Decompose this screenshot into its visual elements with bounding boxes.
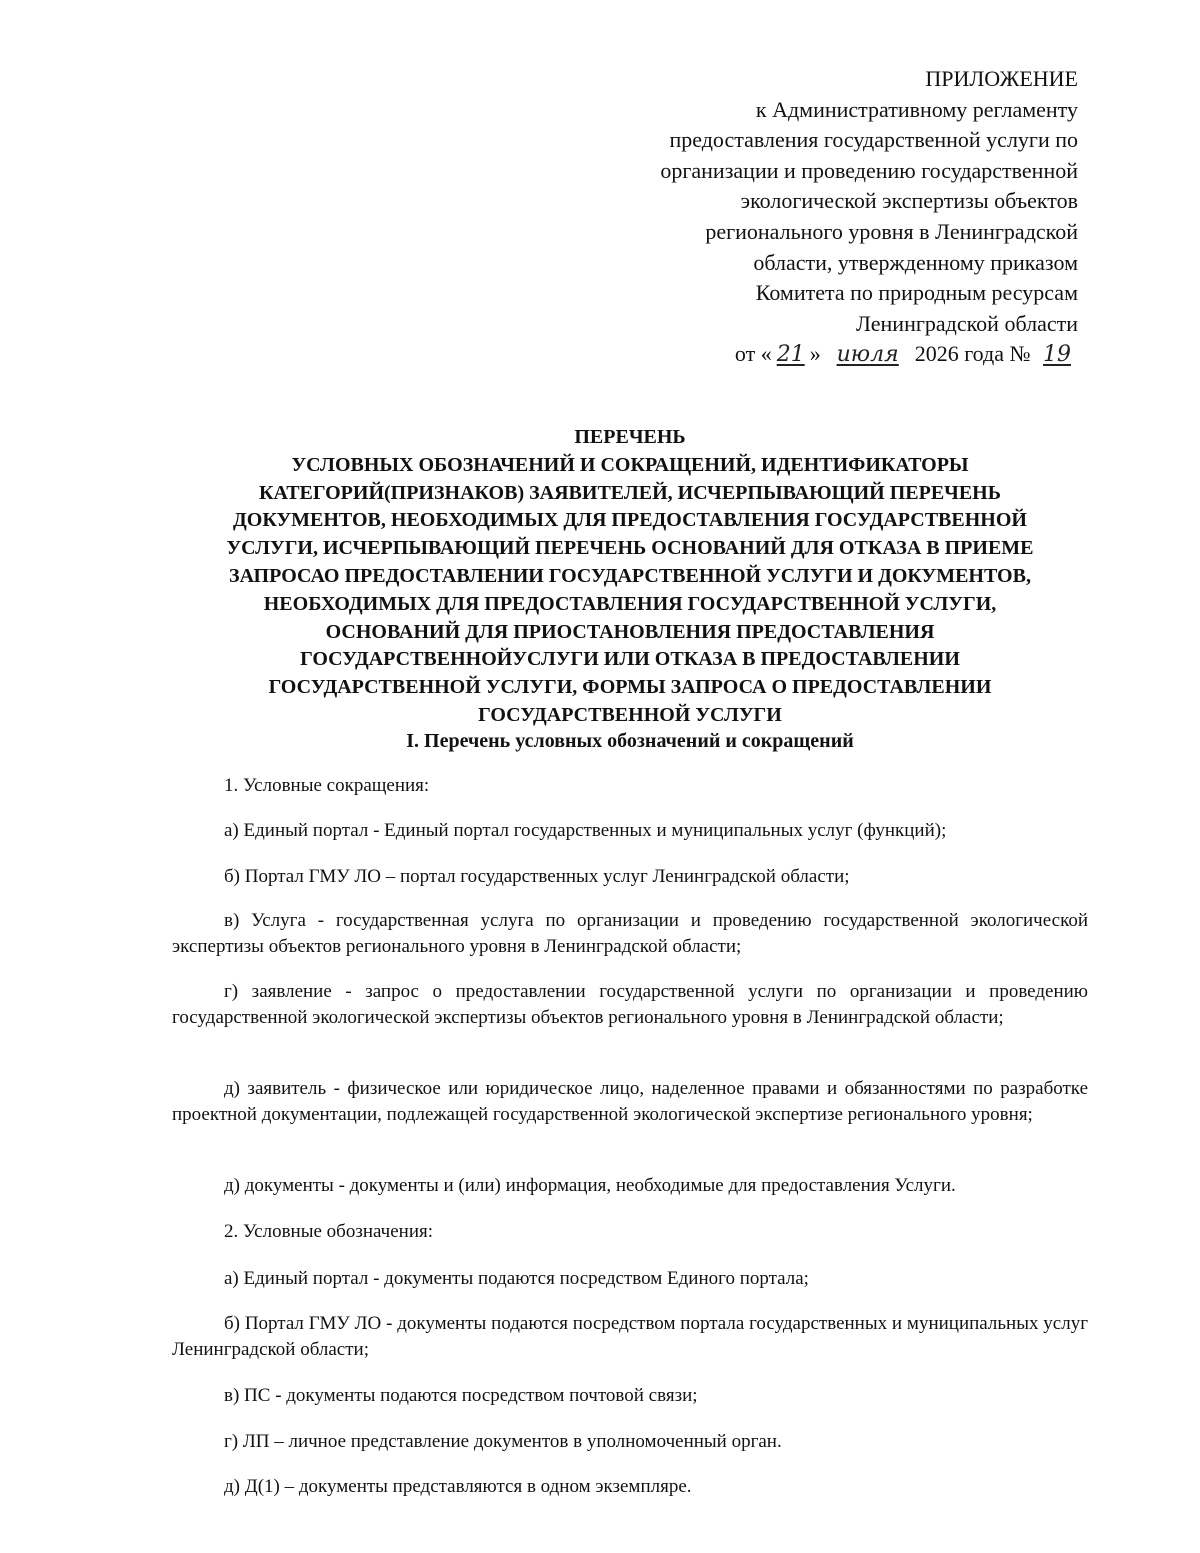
paragraph: 1. Условные сокращения:: [224, 775, 430, 796]
date-prefix: от «: [734, 341, 772, 367]
title-line: ПЕРЕЧЕНЬ: [574, 426, 686, 448]
appendix-date-line: [518, 339, 1078, 371]
paragraph: а) Единый портал - документы подаются посредством Единого портала;: [224, 1268, 809, 1289]
paragraph: г) ЛП – личное представление документов в уполномоченный орган.: [224, 1431, 782, 1452]
paragraph: б) Портал ГМУ ЛО – портал государственных услуг Ленинградской области;: [224, 866, 850, 887]
paragraph: а) Единый портал - Единый портал государственных и муниципальных услуг (функций);: [224, 820, 947, 841]
handwritten-order-number: 19: [1043, 342, 1071, 368]
paragraph: б) Портал ГМУ ЛО - документы подаются посредством портала государственных и муниципальных услуг Ленинградской области;: [172, 1313, 1088, 1360]
section-heading: I. Перечень условных обозначений и сокращений: [406, 730, 854, 752]
document-title: [170, 424, 1090, 730]
paragraph: в) ПС - документы подаются посредством почтовой связи;: [224, 1385, 698, 1406]
title-line: КАТЕГОРИЙ(ПРИЗНАКОВ) ЗАЯВИТЕЛЕЙ, ИСЧЕРПЫВАЮЩИЙ ПЕРЕЧЕНЬ: [259, 481, 1001, 504]
title-line: ГОСУДАРСТВЕННОЙУСЛУГИ ИЛИ ОТКАЗА В ПРЕДОСТАВЛЕНИИ: [300, 648, 960, 671]
handwritten-day: 21: [776, 342, 805, 368]
paragraph: д) документы - документы и (или) информация, необходимые для предоставления Услуги.: [224, 1175, 956, 1196]
date-close-quote: »: [809, 341, 821, 367]
appendix-block: [518, 64, 1078, 371]
paragraph: в) Услуга - государственная услуга по организации и проведению государственной экологической экспертизы объектов регионального уровня в Ленинградской области;: [172, 910, 1088, 957]
title-line: НЕОБХОДИМЫХ ДЛЯ ПРЕДОСТАВЛЕНИЯ ГОСУДАРСТВЕННОЙ УСЛУГИ,: [263, 592, 997, 615]
title-line: ДОКУМЕНТОВ, НЕОБХОДИМЫХ ДЛЯ ПРЕДОСТАВЛЕНИЯ ГОСУДАРСТВЕННОЙ: [233, 509, 1027, 532]
appendix-line: Ленинградской области: [856, 310, 1078, 336]
appendix-line: экологической экспертизы объектов: [740, 188, 1078, 214]
paragraph: г) заявление - запрос о предоставлении государственной услуги по организации и проведению государственной экологической экспертизы объектов регионального уровня в Ленинградской области;: [172, 981, 1088, 1028]
handwritten-month: июля: [836, 342, 899, 368]
title-line: УСЛУГИ, ИСЧЕРПЫВАЮЩИЙ ПЕРЕЧЕНЬ ОСНОВАНИЙ ДЛЯ ОТКАЗА В ПРИЕМЕ: [226, 537, 1034, 560]
date-year: 2026 года №: [914, 341, 1031, 367]
title-line: ЗАПРОСАО ПРЕДОСТАВЛЕНИИ ГОСУДАРСТВЕННОЙ УСЛУГИ И ДОКУМЕНТОВ,: [229, 564, 1031, 587]
appendix-line: регионального уровня в Ленинградской: [705, 218, 1078, 244]
title-line: УСЛОВНЫХ ОБОЗНАЧЕНИЙ И СОКРАЩЕНИЙ, ИДЕНТИФИКАТОРЫ: [291, 453, 969, 476]
appendix-line: предоставления государственной услуги по: [669, 127, 1078, 153]
title-line: ОСНОВАНИЙ ДЛЯ ПРИОСТАНОВЛЕНИЯ ПРЕДОСТАВЛЕНИЯ: [325, 620, 935, 643]
appendix-heading: ПРИЛОЖЕНИЕ: [925, 66, 1078, 91]
title-line: ГОСУДАРСТВЕННОЙ УСЛУГИ: [478, 703, 782, 726]
paragraph: д) заявитель - физическое или юридическое лицо, наделенное правами и обязанностями по разработке проектной документации, подлежащей государственной экологической экспертизе регионального уровня;: [172, 1078, 1088, 1125]
paragraph: д) Д(1) – документы представляются в одном экземпляре.: [224, 1476, 692, 1497]
appendix-line: области, утвержденному приказом: [753, 249, 1078, 275]
appendix-line: к Административному регламенту: [755, 96, 1078, 122]
appendix-line: организации и проведению государственной: [660, 157, 1078, 183]
appendix-line: Комитета по природным ресурсам: [755, 280, 1078, 306]
title-line: ГОСУДАРСТВЕННОЙ УСЛУГИ, ФОРМЫ ЗАПРОСА О ПРЕДОСТАВЛЕНИИ: [268, 676, 992, 699]
paragraph: 2. Условные обозначения:: [224, 1221, 434, 1242]
